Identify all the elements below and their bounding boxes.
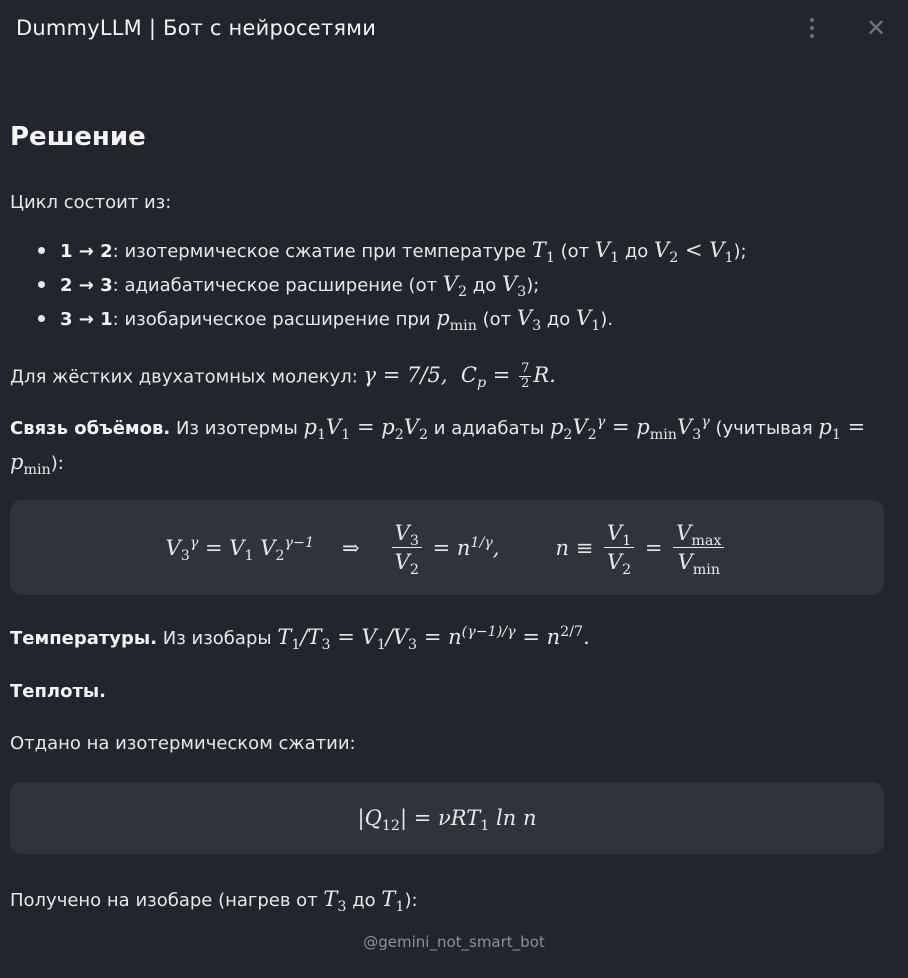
formula-box-volumes xyxy=(10,500,884,595)
temperatures-paragraph: Температуры. Из изобары $T_1/T_3 = V_1/V_3 = n^{(\gamma-1)/\gamma} = n^{2/7}$. xyxy=(10,624,590,654)
close-glyph: ✕ xyxy=(865,14,887,42)
formula-box-heat xyxy=(10,782,884,854)
isotherm-text: Отдано на изотермическом сжатии: xyxy=(10,733,356,754)
step-label: 1 → 2 xyxy=(60,241,113,262)
cycle-steps-list xyxy=(38,237,747,339)
app-header xyxy=(0,0,908,56)
close-icon[interactable] xyxy=(862,14,890,42)
list-item: 3 → 1: изобарическое расширение при $p_{min}$ (от $V_3$ до $V_1$). xyxy=(38,305,747,339)
isobar-text: Получено на изобаре (нагрев от $T_3$ до $T_1$): xyxy=(10,887,418,916)
volumes-paragraph: Связь объёмов. Из изотермы $p_1V_1 = p_2V_2$ и адиабаты $p_2V_2^\gamma = p_{min}V_3^\gamma$ (учитывая $p_1$ = xyxy=(10,414,866,444)
math-inline: γ = 7/5, $C_p$ = $\frac{7}{2}$ R. xyxy=(363,361,556,392)
gamma-line: Для жёстких двухатомных молекул: γ = 7/5, $C_p$ = $\frac{7}{2}$ R. xyxy=(10,361,556,392)
app-title: DummyLLM | Бот с нейросетями xyxy=(16,16,377,40)
list-item: 2 → 3: адиабатическое расширение (от $V_2$ до $V_3$); xyxy=(38,271,747,305)
kebab-menu-icon[interactable] xyxy=(798,14,826,42)
math-inline: $T_1$ xyxy=(531,238,555,267)
heats-heading: Теплоты. xyxy=(10,681,107,702)
step-label: 2 → 3 xyxy=(60,275,113,296)
cycle-intro: Цикл состоит из: xyxy=(10,192,172,213)
math-display: $|Q_{12}| = \nu RT_1$ ln n xyxy=(357,806,537,835)
math-display: $V_3^\gamma$ = $V_1$ $V_2^{\gamma-1}$ ⇒ $\frac{V_3}{V_2}$ = $n^{1/\gamma}$, n ≡ $\frac{V_1}{V_2}$ = $\frac{V_{max}}{V_{min}}$ xyxy=(166,521,729,574)
bot-handle[interactable]: @gemini_not_smart_bot xyxy=(363,933,545,951)
solution-heading: Решение xyxy=(10,122,146,152)
step-label: 3 → 1 xyxy=(60,309,113,330)
volumes-paragraph-cont: $p_{min}$): xyxy=(10,450,64,479)
list-item: 1 → 2: изотермическое сжатие при температуре $T_1$ (от $V_1$ до $V_2 < V_1$); xyxy=(38,237,747,271)
